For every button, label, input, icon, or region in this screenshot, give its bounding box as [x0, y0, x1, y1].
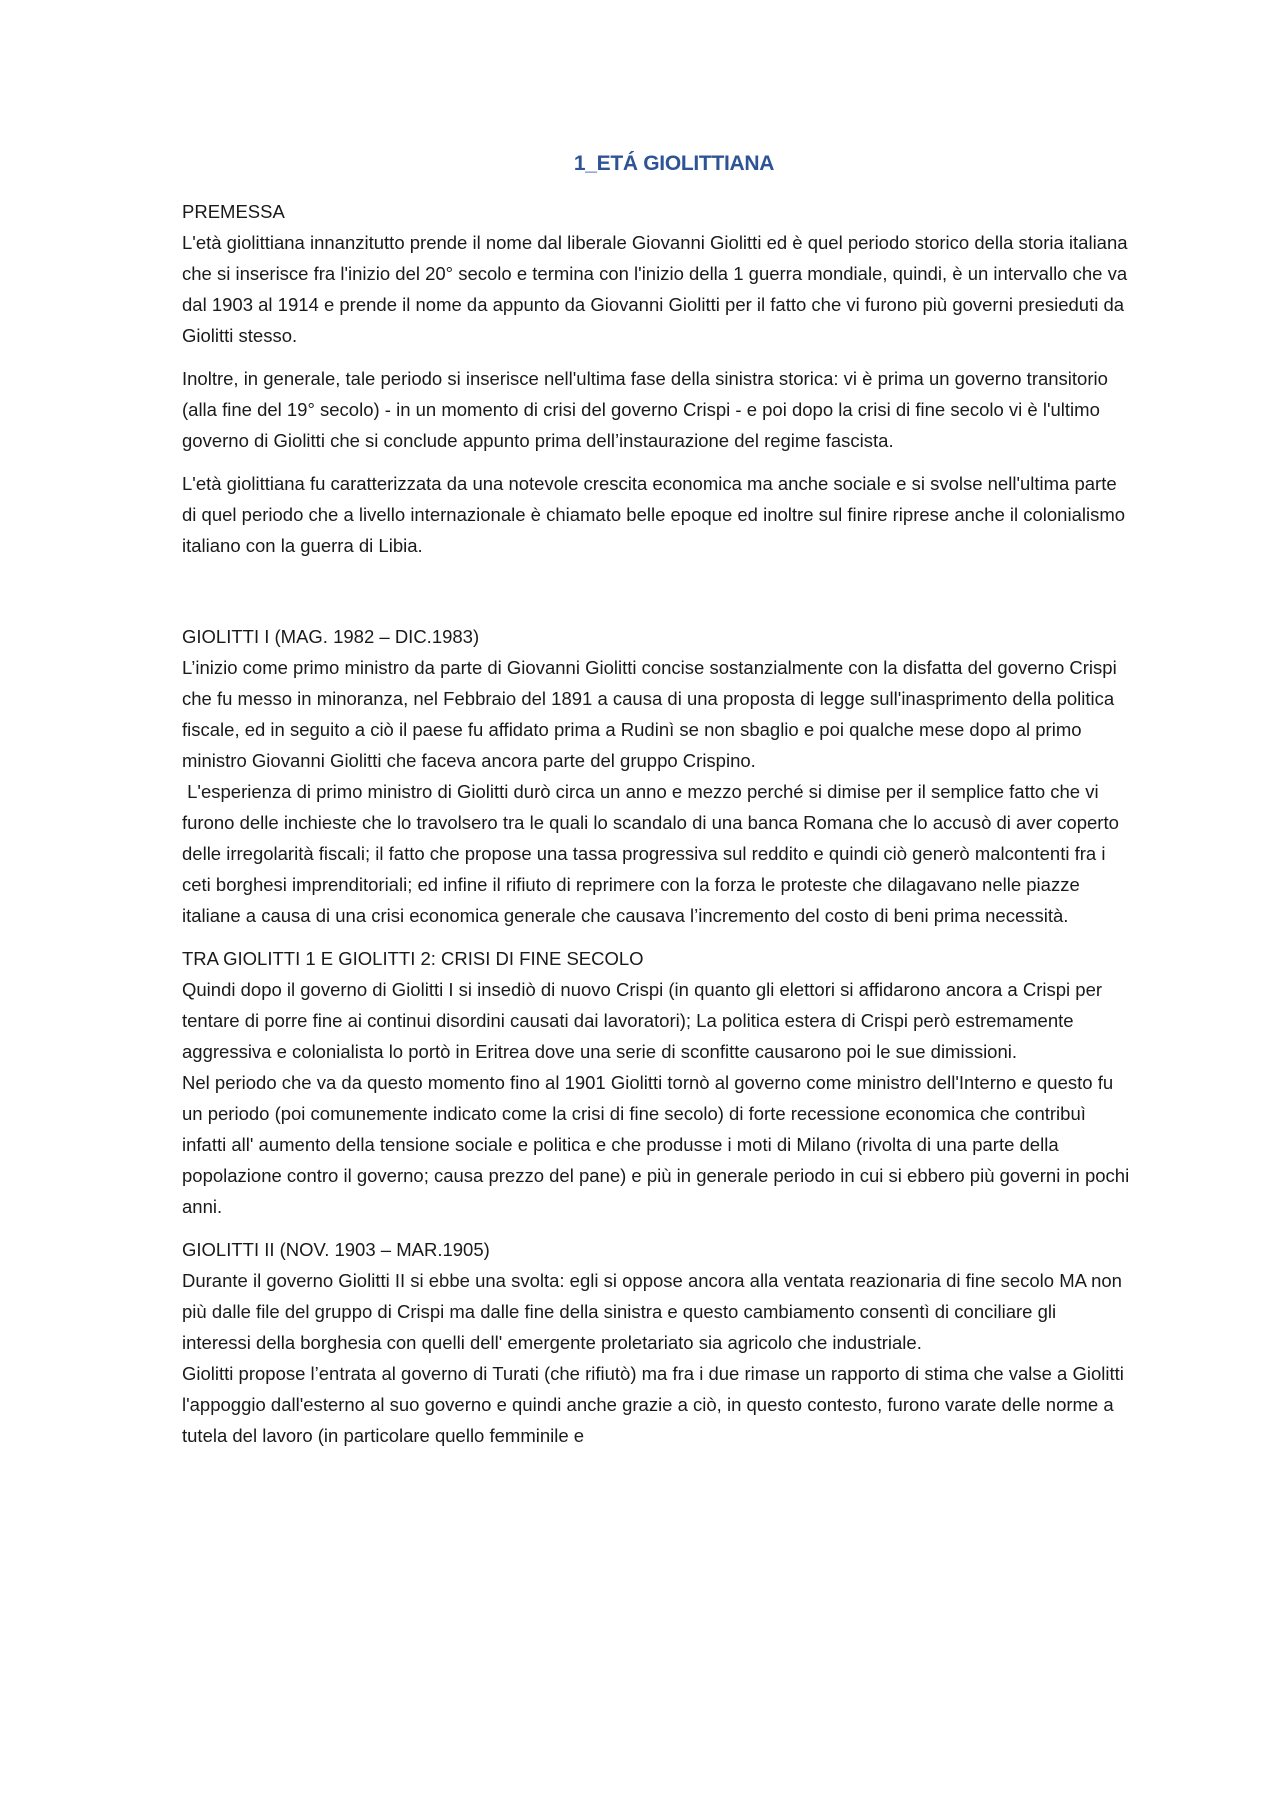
paragraph: L'età giolittiana innanzitutto prende il nome dal liberale Giovanni Giolitti ed è quel periodo storico della storia italiana che si inserisce fra l'inizio del 20° secolo e termina con l'inizio della 1 guerra mondiale, quindi, è un intervallo che va dal 1903 al 1914 e prende il nome da appunto da Giovanni Giolitti per il fatto che vi furono più governi presieduti da Giolitti stesso. [182, 232, 1128, 346]
paragraph: Giolitti propose l’entrata al governo di Turati (che rifiutò) ma fra i due rimase un rapporto di stima che valse a Giolitti l'appoggio dall'esterno al suo governo e quindi anche grazie a ciò, in questo contesto, furono varate delle norme a tutela del lavoro (in particolare quello femminile e [182, 1363, 1124, 1446]
paragraph: L’inizio come primo ministro da parte di Giovanni Giolitti concise sostanzialmente con la disfatta del governo Crispi che fu messo in minoranza, nel Febbraio del 1891 a causa di una proposta di legge sull'inasprimento della politica fiscale, ed in seguito a ciò il paese fu affidato prima a Rudinì se non sbaglio e poi qualche mese dopo al primo ministro Giovanni Giolitti che faceva ancora parte del gruppo Crispino. [182, 657, 1117, 771]
paragraph: L'esperienza di primo ministro di Giolitti durò circa un anno e mezzo perché si dimise per il semplice fatto che vi furono delle inchieste che lo travolsero tra le quali lo scandalo di una banca Romana che lo accusò di aver coperto delle irregolarità fiscali; il fatto che propose una tassa progressiva sul reddito e quindi ciò generò malcontenti fra i ceti borghesi imprenditoriali; ed infine il rifiuto di reprimere con la forza le proteste che dilagavano nelle piazze italiane a causa di una crisi economica generale che causava l’incremento del costo di beni prima necessità. [182, 781, 1125, 926]
paragraph: Nel periodo che va da questo momento fino al 1901 Giolitti tornò al governo come ministro dell'Interno e questo fu un periodo (poi comunemente indicato come la crisi di fine secolo) di forte recessione economica che contribuì infatti all' aumento della tensione sociale e politica e che produsse i moti di Milano (rivolta di una parte della popolazione contro il governo; causa prezzo del pane) e più in generale periodo in cui si ebbero più governi in pochi anni. [182, 1072, 1130, 1217]
paragraph: Inoltre, in generale, tale periodo si inserisce nell'ultima fase della sinistra storica: vi è prima un governo transitorio (alla fine del 19° secolo) - in un momento di crisi del governo Crispi - e poi dopo la crisi di fine secolo vi è l'ultimo governo di Giolitti che si conclude appunto prima dell’instaurazione del regime fascista. [182, 368, 1108, 451]
section-heading: GIOLITTI I (MAG. 1982 – DIC.1983) [182, 626, 480, 647]
section-crisi-fine-secolo [182, 943, 1130, 1222]
paragraph: L'età giolittiana fu caratterizzata da una notevole crescita economica ma anche sociale e si svolse nell'ultima parte di quel periodo che a livello internazionale è chiamato belle epoque ed inoltre sul finire riprese anche il colonialismo italiano con la guerra di Libia. [182, 473, 1126, 556]
section-giolitti-2 [182, 1234, 1130, 1451]
paragraph: Durante il governo Giolitti II si ebbe una svolta: egli si oppose ancora alla ventata reazionaria di fine secolo MA non più dalle file del gruppo di Crispi ma dalle fine della sinistra e questo cambiamento consentì di conciliare gli interessi della borghesia con quelli dell' emergente proletariato sia agricolo che industriale. [182, 1270, 1122, 1353]
section-premessa [182, 196, 1130, 561]
paragraph: Quindi dopo il governo di Giolitti I si insediò di nuovo Crispi (in quanto gli elettori si affidarono ancora a Crispi per tentare di porre fine ai continui disordini causati dai lavoratori); La politica estera di Crispi però estremamente aggressiva e colonialista lo portò in Eritrea dove una serie di sconfitte causarono poi le sue dimissioni. [182, 979, 1103, 1062]
section-heading: TRA GIOLITTI 1 E GIOLITTI 2: CRISI DI FINE SECOLO [182, 948, 644, 969]
page-title: 1_ETÁ GIOLITTIANA [573, 152, 775, 175]
section-giolitti-1 [182, 621, 1130, 931]
section-heading: GIOLITTI II (NOV. 1903 – MAR.1905) [182, 1239, 490, 1260]
section-heading: PREMESSA [182, 201, 285, 222]
